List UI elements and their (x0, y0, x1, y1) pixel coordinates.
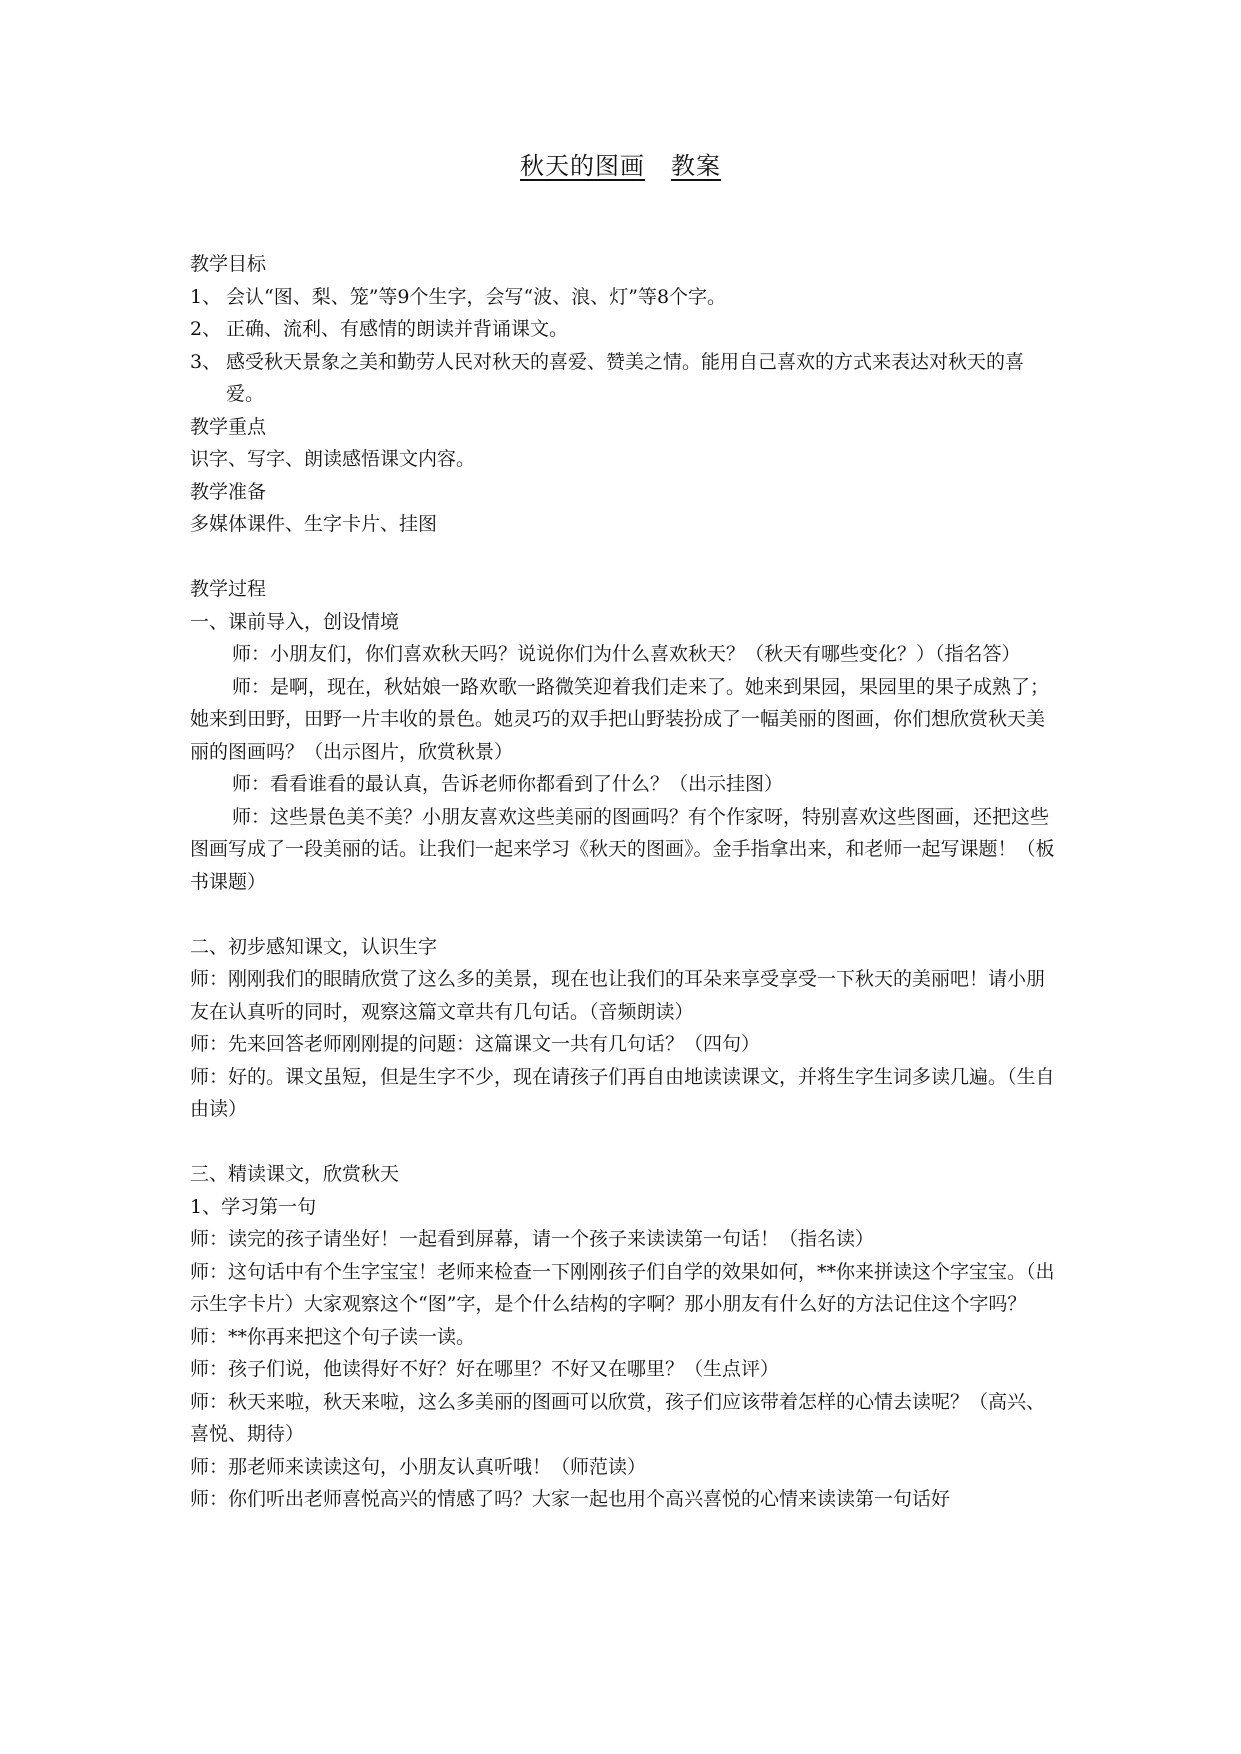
objective-text: 正确、流利、有感情的朗读并背诵课文。 (226, 318, 569, 340)
spacer (190, 541, 1060, 574)
objective-text: 感受秋天景象之美和勤劳人民对秋天的喜爱、赞美之情。能用自己喜欢的方式来表达对秋天的喜爱。 (226, 350, 1025, 405)
spacer (190, 1126, 1060, 1159)
section3-paragraph: 师：那老师来读读这句，小朋友认真听哦！（师范读） (190, 1455, 647, 1478)
section3-paragraph: 师：你们听出老师喜悦高兴的情感了吗？大家一起也用个高兴喜悦的心情来读读第一句话好 (190, 1488, 951, 1510)
section2-paragraph: 师：刚刚我们的眼睛欣赏了这么多的美景，现在也让我们的耳朵来享受享受一下秋天的美丽吧！请小朋友在认真听的同时，观察这篇文章共有几句话。（音频朗读） (190, 968, 1046, 1023)
objective-number: 1、 (190, 285, 222, 308)
section1-paragraph: 师：这些景色美不美？小朋友喜欢这些美丽的图画吗？有个作家呀，特别喜欢这些图画，还把这些图画写成了一段美丽的话。让我们一起来学习《秋天的图画》。金手指拿出来，和老师一起写课题！（板书课题） (190, 805, 1055, 893)
objective-item (190, 313, 1060, 346)
title-suffix: 教案 (671, 152, 721, 180)
section2-heading: 二、初步感知课文，认识生字 (190, 935, 438, 958)
objective-text: 会认“图、梨、笼”等9个生字，会写“波、浪、灯”等8个字。 (226, 285, 727, 308)
key-points-heading: 教学重点 (190, 415, 267, 438)
section2-paragraph: 师：好的。课文虽短，但是生字不少，现在请孩子们再自由地读读课文，并将生字生词多读几遍。（生自由读） (190, 1065, 1055, 1120)
preparation-text: 多媒体课件、生字卡片、挂图 (190, 513, 438, 535)
section1-paragraph: 师：小朋友们，你们喜欢秋天吗？说说你们为什么喜欢秋天？（秋天有哪些变化？）（指名答） (232, 643, 1021, 665)
objective-item (190, 281, 1060, 314)
objective-item (190, 346, 1060, 411)
title-main: 秋天的图画 (520, 152, 645, 180)
section1-paragraph: 师：是啊，现在，秋姑娘一路欢歌一路微笑迎着我们走来了。她来到果园，果园里的果子成熟了；她来到田野，田野一片丰收的景色。她灵巧的双手把山野装扮成了一幅美丽的图画，你们想欣赏秋天美丽的图画吗？（出示图片，欣赏秋景） (190, 675, 1050, 763)
objectives-heading: 教学目标 (190, 253, 267, 275)
spacer (190, 898, 1060, 931)
section1-heading: 一、课前导入，创设情境 (190, 610, 400, 633)
section3-paragraph: 师：**你再来把这个句子读一读。 (190, 1325, 476, 1348)
section2-paragraph: 师：先来回答老师刚刚提的问题：这篇课文一共有几句话？（四句） (190, 1033, 761, 1055)
document-body (190, 248, 1060, 1516)
preparation-heading: 教学准备 (190, 480, 267, 503)
section3-paragraph: 师：秋天来啦，秋天来啦，这么多美丽的图画可以欣赏，孩子们应该带着怎样的心情去读呢？（高兴、喜悦、期待） (190, 1390, 1046, 1445)
section3-heading: 三、精读课文，欣赏秋天 (190, 1163, 400, 1185)
objective-number: 2、 (190, 318, 222, 340)
section3-paragraph: 师：读完的孩子请坐好！一起看到屏幕，请一个孩子来读读第一句话！（指名读） (190, 1228, 875, 1250)
section3-subheading: 1、学习第一句 (190, 1195, 317, 1218)
process-heading: 教学过程 (190, 578, 267, 600)
document-title (0, 148, 1241, 184)
section3-paragraph: 师：孩子们说，他读得好不好？好在哪里？不好又在哪里？（生点评） (190, 1358, 780, 1380)
section3-paragraph: 师：这句话中有个生字宝宝！老师来检查一下刚刚孩子们自学的效果如何，**你来拼读这个字宝宝。（出示生字卡片）大家观察这个“图”字，是个什么结构的字啊？那小朋友有什么好的方法记住这个字吗？ (190, 1260, 1055, 1315)
key-points-text: 识字、写字、朗读感悟课文内容。 (190, 448, 476, 470)
section1-paragraph: 师：看看谁看的最认真，告诉老师你都看到了什么？（出示挂图） (232, 773, 784, 795)
objective-number: 3、 (190, 350, 222, 373)
